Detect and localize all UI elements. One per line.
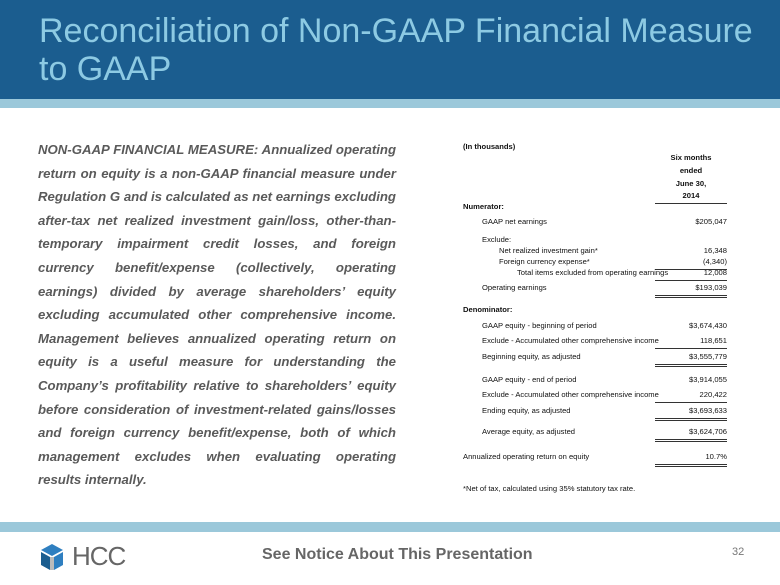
- row-label: GAAP equity - beginning of period: [482, 321, 597, 330]
- row-label: Exclude - Accumulated other comprehensive income: [482, 390, 659, 399]
- logo-wordmark: HCC: [72, 541, 126, 571]
- row-label: Net realized investment gain*: [499, 246, 598, 255]
- row-value: 12,008: [655, 268, 727, 281]
- table-footnote: *Net of tax, calculated using 35% statutory tax rate.: [463, 484, 636, 493]
- row-value: $193,039: [655, 283, 727, 298]
- row-label: GAAP net earnings: [482, 217, 547, 226]
- numerator-heading: Numerator:: [463, 202, 504, 211]
- column-header-line: Six months: [670, 153, 712, 162]
- row-label: Ending equity, as adjusted: [482, 406, 571, 415]
- non-gaap-description: NON-GAAP FINANCIAL MEASURE: Annualized operating return on equity is a non-GAAP financial measure under Regulation G and is calculated as net earnings excluding after-tax net realized investment gain/loss, other-than-temporary impairment credit losses, and foreign currency benefit/expense (collectively, operating earnings) divided by average shareholders’ equity excluding accumulated other comprehensive income. Management believes annualized operating return on equity is a useful measure for understanding the Company’s profitability relative to shareholders’ equity before consideration of investment-related gains/losses and foreign currency benefit/expense, both of which management excludes when evaluating operating results internally.: [38, 142, 396, 488]
- column-header-line: June 30,: [675, 179, 707, 188]
- cube-logo-icon: [38, 542, 66, 574]
- row-value: 118,651: [655, 336, 727, 349]
- row-label: Average equity, as adjusted: [482, 427, 576, 436]
- row-value: $3,624,706: [655, 427, 727, 442]
- row-value: 10.7%: [655, 452, 727, 467]
- slide-title: Reconciliation of Non-GAAP Financial Measure to GAAP: [39, 12, 753, 88]
- row-label: Operating earnings: [482, 283, 547, 292]
- row-value: 16,348: [703, 246, 727, 255]
- denominator-heading: Denominator:: [463, 305, 513, 314]
- row-value: $3,555,779: [655, 352, 727, 367]
- row-value: (4,340): [655, 257, 727, 270]
- row-value: 220,422: [655, 390, 727, 403]
- row-label: Total items excluded from operating earnings: [517, 268, 669, 277]
- footer-divider: [0, 522, 780, 532]
- row-label: Foreign currency expense*: [499, 257, 590, 266]
- column-header-line: ended: [679, 166, 703, 175]
- row-label: Exclude - Accumulated other comprehensive income: [482, 336, 659, 345]
- row-label: Exclude:: [482, 235, 512, 244]
- row-label: GAAP equity - end of period: [482, 375, 577, 384]
- units-label: (In thousands): [463, 142, 516, 151]
- presentation-notice: See Notice About This Presentation: [262, 546, 533, 563]
- page-number: 32: [732, 546, 745, 558]
- row-label: Beginning equity, as adjusted: [482, 352, 581, 361]
- row-value: $3,674,430: [688, 321, 727, 330]
- column-header-line: 2014: [655, 191, 727, 204]
- row-value: $205,047: [695, 217, 727, 226]
- row-value: $3,693,633: [655, 406, 727, 421]
- row-label: Annualized operating return on equity: [463, 452, 590, 461]
- row-value: $3,914,055: [688, 375, 727, 384]
